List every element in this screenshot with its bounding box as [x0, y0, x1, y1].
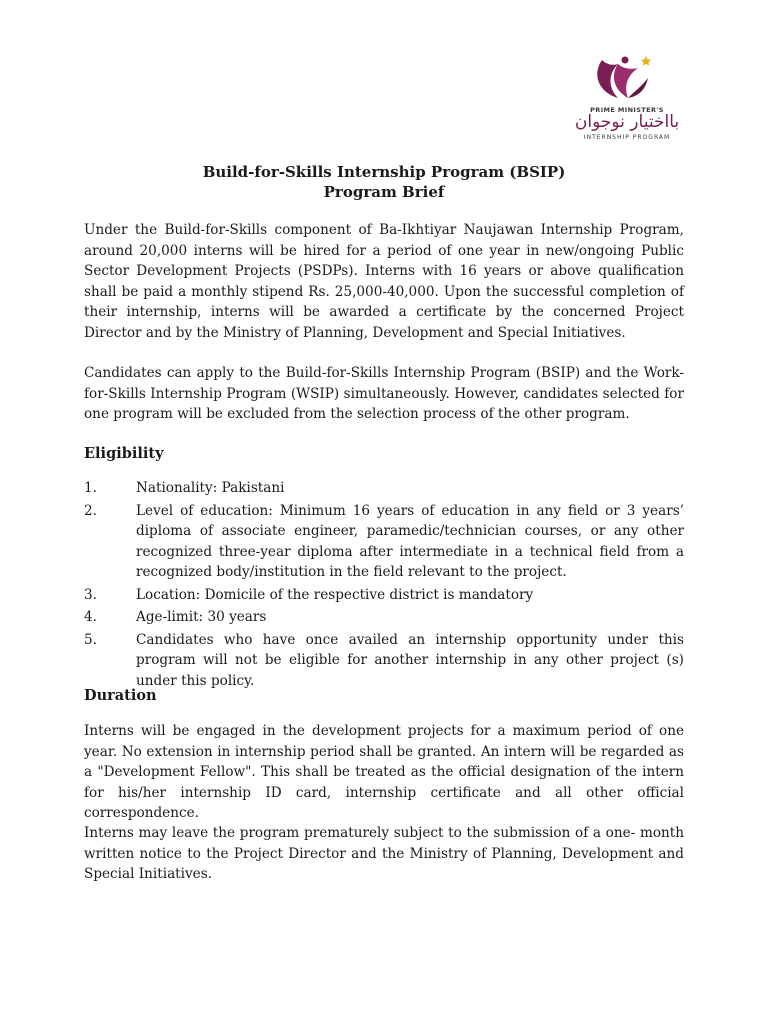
duration-paragraph-1: Interns will be engaged in the development projects for a maximum period of one year. No extension in internship period shall be granted. An intern will be regarded as a "Development Fellow". This shall be treated as the official designation of the intern for his/her internship ID card, internship certificate and all other official correspondence.	[84, 723, 684, 821]
list-item-number: 1.	[84, 480, 97, 496]
list-item	[84, 607, 684, 628]
intro-paragraph-2: Candidates can apply to the Build-for-Skills Internship Program (BSIP) and the Work-for-Skills Internship Program (WSIP) simultaneously. However, candidates selected for one program will be excluded from the selection process of the other program.	[84, 365, 684, 422]
list-item-number: 4.	[84, 609, 97, 625]
duration-heading: Duration	[84, 687, 157, 704]
list-item	[84, 501, 684, 583]
list-item	[84, 630, 684, 692]
list-item-text: Nationality: Pakistani	[136, 480, 285, 496]
eligibility-heading: Eligibility	[84, 445, 164, 462]
logo-urdu-text: بااختیار نوجوان	[574, 112, 680, 132]
logo-bottom-text: INTERNSHIP PROGRAM	[583, 134, 671, 141]
title-line-2: Program Brief	[323, 183, 445, 201]
list-item-text: Level of education: Minimum 16 years of education in any field or 3 years’ diploma of associate engineer, paramedic/technician courses, or any other recognized three-year diploma after intermediate in a technical field from a recognized body/institution in the field relevant to the project.	[136, 502, 684, 580]
program-logo	[552, 48, 702, 144]
list-item-number: 5.	[84, 631, 97, 648]
document-title	[84, 162, 684, 202]
eligibility-list	[84, 478, 684, 693]
intro-paragraph-1: Under the Build-for-Skills component of Ba-Ikhtiyar Naujawan Internship Program, around 20,000 interns will be hired for a period of one year in new/ongoing Public Sector Development Projects (PSDPs). Interns with 16 years or above qualification shall be paid a monthly stipend Rs. 25,000-40,000. Upon the successful completion of their internship, interns will be awarded a certificate by the concerned Project Director and by the Ministry of Planning, Development and Special Initiatives.	[84, 222, 684, 341]
list-item	[84, 585, 684, 606]
list-item-number: 3.	[84, 586, 97, 603]
logo-emblem-icon	[588, 48, 666, 106]
duration-paragraph-2: Interns may leave the program prematurely subject to the submission of a one- month written notice to the Project Director and the Ministry of Planning, Development and Special Initiatives.	[84, 825, 684, 882]
list-item-text: Location: Domicile of the respective district is mandatory	[136, 586, 534, 603]
title-line-1: Build-for-Skills Internship Program (BSIP)	[202, 163, 566, 181]
logo-top-text: PRIME MINISTER'S	[590, 106, 664, 114]
list-item	[84, 478, 684, 499]
list-item-text: Candidates who have once availed an internship opportunity under this program will not be eligible for another internship in any other project (s) under this policy.	[136, 631, 684, 689]
list-item-number: 2.	[84, 502, 97, 519]
list-item-text: Age-limit: 30 years	[136, 609, 267, 625]
